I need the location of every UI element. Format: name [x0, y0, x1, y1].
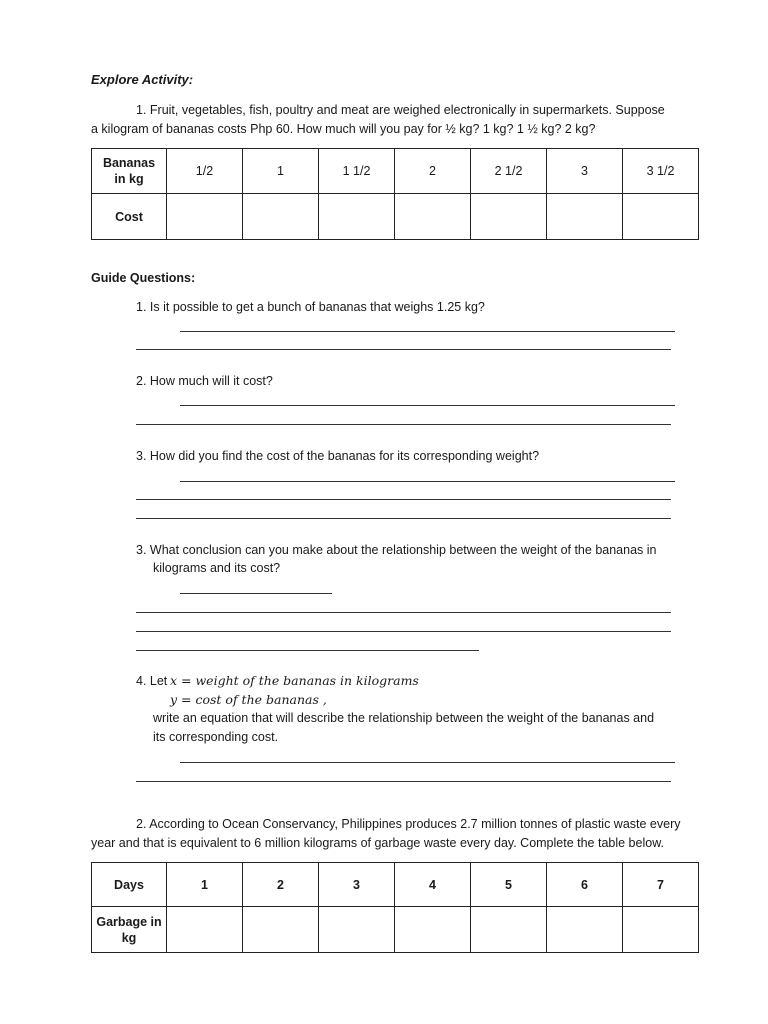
table1-cost-cell[interactable]	[547, 194, 623, 240]
answer-line[interactable]	[136, 781, 671, 782]
question-equation-let: 4. Let	[136, 674, 168, 688]
table1-cost-cell[interactable]	[623, 194, 699, 240]
table1-cost-row	[92, 194, 699, 240]
variable-y-definition: y = cost of the bananas ,	[170, 692, 327, 707]
answer-line[interactable]	[136, 631, 671, 632]
table2-day-cell: 6	[547, 863, 623, 907]
table2-garbage-cell[interactable]	[623, 907, 699, 953]
problem1-line2: a kilogram of bananas costs Php 60. How much will you pay for ½ kg? 1 kg? 1 ½ kg? 2 kg?	[91, 122, 596, 136]
table2-row-header-garbage: Garbage in kg	[92, 907, 167, 953]
answer-line[interactable]	[180, 593, 332, 594]
table1-cost-cell[interactable]	[243, 194, 319, 240]
table2-garbage-cell[interactable]	[167, 907, 243, 953]
table1-weight-cell: 1 1/2	[319, 149, 395, 194]
table2-garbage-cell[interactable]	[395, 907, 471, 953]
table2-garbage-row	[92, 907, 699, 953]
table2-day-cell: 7	[623, 863, 699, 907]
bananas-cost-table	[91, 148, 699, 240]
answer-line[interactable]	[136, 612, 671, 613]
table2-garbage-cell[interactable]	[471, 907, 547, 953]
table2-day-cell: 1	[167, 863, 243, 907]
variable-x-definition: x = weight of the bananas in kilograms	[170, 673, 419, 688]
guide-questions-heading: Guide Questions:	[91, 271, 196, 285]
answer-line[interactable]	[180, 481, 675, 482]
table1-cost-cell[interactable]	[395, 194, 471, 240]
question-3: 3. How did you find the cost of the bananas for its corresponding weight?	[136, 449, 540, 463]
question-conclusion-line1: 3. What conclusion can you make about the relationship between the weight of the bananas in	[136, 543, 657, 557]
table1-cost-cell[interactable]	[167, 194, 243, 240]
table1-weight-cell: 2	[395, 149, 471, 194]
table2-day-cell: 4	[395, 863, 471, 907]
table1-weight-cell: 3	[547, 149, 623, 194]
table2-days-row	[92, 863, 699, 907]
problem2-line1: 2. According to Ocean Conservancy, Philippines produces 2.7 million tonnes of plastic waste every	[136, 817, 681, 831]
answer-line[interactable]	[136, 518, 671, 519]
table1-cost-cell[interactable]	[319, 194, 395, 240]
answer-line[interactable]	[136, 650, 479, 651]
table1-weight-cell: 3 1/2	[623, 149, 699, 194]
table1-cost-cell[interactable]	[471, 194, 547, 240]
activity-heading: Explore Activity:	[91, 72, 194, 87]
table1-weight-row	[92, 149, 699, 194]
answer-line[interactable]	[136, 349, 671, 350]
table1-row-header-weight: Bananas in kg	[92, 149, 167, 194]
table2-garbage-cell[interactable]	[547, 907, 623, 953]
question-equation-line3: write an equation that will describe the relationship between the weight of the bananas and	[153, 711, 655, 725]
answer-line[interactable]	[180, 331, 675, 332]
answer-line[interactable]	[180, 762, 675, 763]
table2-day-cell: 5	[471, 863, 547, 907]
table2-garbage-cell[interactable]	[243, 907, 319, 953]
question-2: 2. How much will it cost?	[136, 374, 273, 388]
table1-weight-cell: 2 1/2	[471, 149, 547, 194]
table1-weight-cell: 1	[243, 149, 319, 194]
table1-weight-cell: 1/2	[167, 149, 243, 194]
question-conclusion-line2: kilograms and its cost?	[153, 561, 281, 575]
problem1-line1: 1. Fruit, vegetables, fish, poultry and meat are weighed electronically in supermarkets. Suppose	[136, 103, 665, 117]
table2-row-header-days: Days	[92, 863, 167, 907]
garbage-days-table	[91, 862, 699, 953]
table2-garbage-cell[interactable]	[319, 907, 395, 953]
question-1: 1. Is it possible to get a bunch of bananas that weighs 1.25 kg?	[136, 300, 485, 314]
problem2-line2: year and that is equivalent to 6 million kilograms of garbage waste every day. Complete the table below.	[91, 836, 665, 850]
table2-day-cell: 3	[319, 863, 395, 907]
table1-row-header-cost: Cost	[92, 194, 167, 240]
question-equation-line4: its corresponding cost.	[153, 730, 279, 744]
answer-line[interactable]	[136, 499, 671, 500]
table2-day-cell: 2	[243, 863, 319, 907]
answer-line[interactable]	[180, 405, 675, 406]
answer-line[interactable]	[136, 424, 671, 425]
